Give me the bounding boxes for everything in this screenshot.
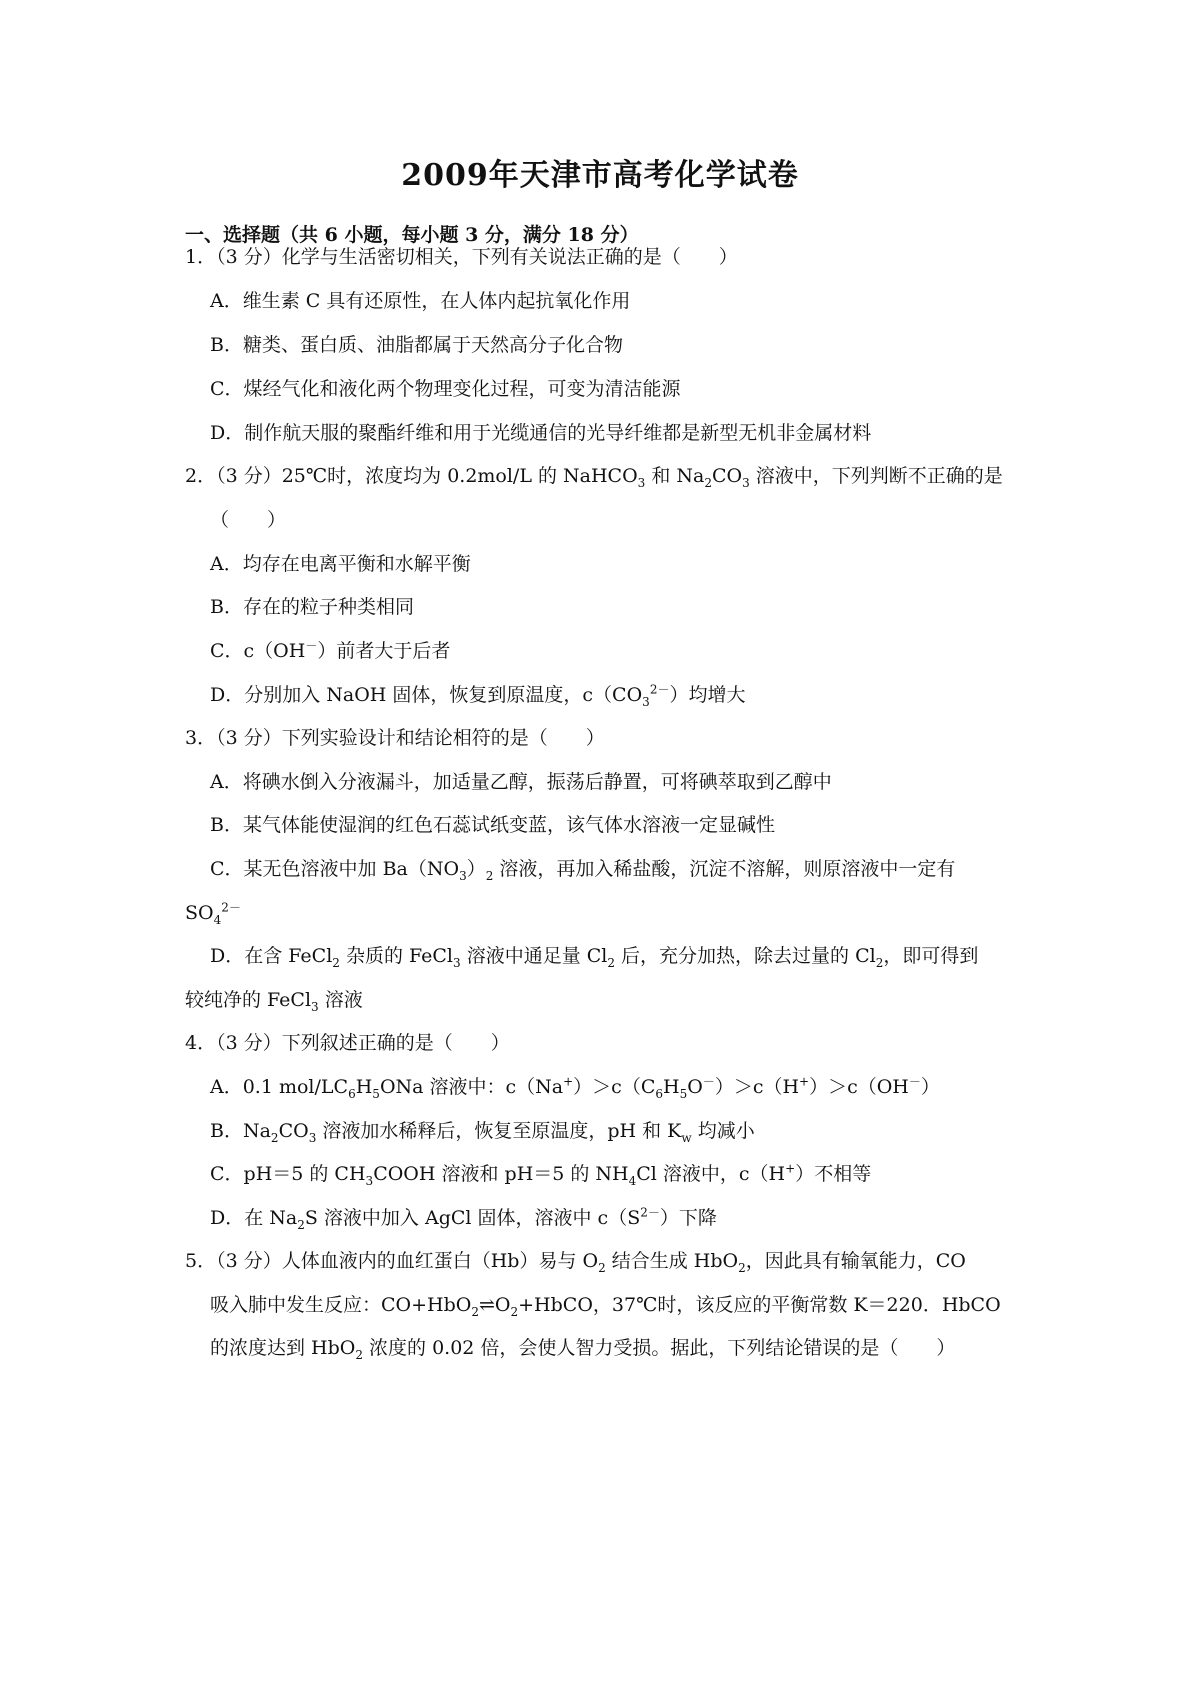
section-heading: 一、选择题（共 6 小题，每小题 3 分，满分 18 分）	[185, 224, 639, 246]
question-5-stem: 5．（3 分）人体血液内的血红蛋白（Hb）易与 $O_2$ 结合生成 HbO$_2$，因此具有输氧能力，CO	[185, 1250, 966, 1275]
question-3-option-d: D．在含 FeCl$_2$ 杂质的 FeCl$_3$ 溶液中通足量 $Cl_2$ 后，充分加热，除去过量的 $Cl_2$，即可得到	[210, 945, 979, 970]
question-1-option-c: C．煤经气化和液化两个物理变化过程，可变为清洁能源	[210, 378, 681, 400]
question-2-stem: 2．（3 分）25℃时，浓度均为 0.2mol/L 的 NaHCO$_3$ 和 $Na_2CO_3$ 溶液中，下列判断不正确的是	[185, 465, 1003, 490]
question-5-stem-cont-1: 吸入肺中发生反应：$CO+HbO_2\rightleftharpoons O_2+HbCO$，37℃时，该反应的平衡常数 K＝220．HbCO	[210, 1294, 1001, 1319]
question-2-option-c: C．c（OH－）前者大于后者	[210, 638, 451, 662]
question-3-option-d-cont: 较纯净的 FeCl$_3$ 溶液	[185, 989, 363, 1014]
question-3-option-b: B．某气体能使湿润的红色石蕊试纸变蓝，该气体水溶液一定显碱性	[210, 814, 775, 836]
question-4-option-b: B．$Na_2CO_3$ 溶液加水稀释后，恢复至原温度，pH 和 $K_w$ 均减小	[210, 1120, 755, 1145]
question-1-option-a: A．维生素 C 具有还原性，在人体内起抗氧化作用	[210, 290, 631, 312]
question-2-option-a: A．均存在电离平衡和水解平衡	[210, 553, 471, 575]
question-1-stem: 1．（3 分）化学与生活密切相关，下列有关说法正确的是（ ）	[185, 246, 738, 268]
question-1-option-d: D．制作航天服的聚酯纤维和用于光缆通信的光导纤维都是新型无机非金属材料	[210, 422, 872, 444]
question-1-option-b: B．糖类、蛋白质、油脂都属于天然高分子化合物	[210, 334, 623, 356]
question-3-option-a: A．将碘水倒入分液漏斗，加适量乙醇，振荡后静置，可将碘萃取到乙醇中	[210, 771, 832, 793]
question-3-stem: 3．（3 分）下列实验设计和结论相符的是（ ）	[185, 727, 605, 749]
question-4-option-c: C．pH＝5 的 $CH_3COOH$ 溶液和 pH＝5 的 $NH_4Cl$ 溶液中，c（H+）不相等	[210, 1161, 872, 1188]
question-2-option-b: B．存在的粒子种类相同	[210, 596, 414, 618]
question-3-option-c-cont: $SO_4^{2-}$	[185, 900, 241, 927]
question-4-option-a: A．0.1 mol/$LC_6H_5ONa$ 溶液中：$c(Na^+)>c(C_6H_5O^-)>c(H^+)>c(OH^-)$	[210, 1074, 940, 1101]
question-2-stem-cont: （ ）	[210, 509, 287, 531]
question-2-option-d: D．分别加入 NaOH 固体，恢复到原温度，$c(CO_3^{2-})$均增大	[210, 682, 746, 709]
question-4-stem: 4．（3 分）下列叙述正确的是（ ）	[185, 1032, 510, 1054]
question-3-option-c: C．某无色溶液中加 $Ba(NO_3)_2$ 溶液，再加入稀盐酸，沉淀不溶解，则原溶液中一定有	[210, 858, 956, 883]
page-title: 2009年天津市高考化学试卷	[401, 158, 799, 193]
question-5-stem-cont-2: 的浓度达到 HbO$_2$ 浓度的 0.02 倍，会使人智力受损。据此，下列结论错误的是（ ）	[210, 1337, 956, 1362]
question-4-option-d: D．在 $Na_2S$ 溶液中加入 AgCl 固体，溶液中 $c(S^{2-})$下降	[210, 1205, 717, 1232]
